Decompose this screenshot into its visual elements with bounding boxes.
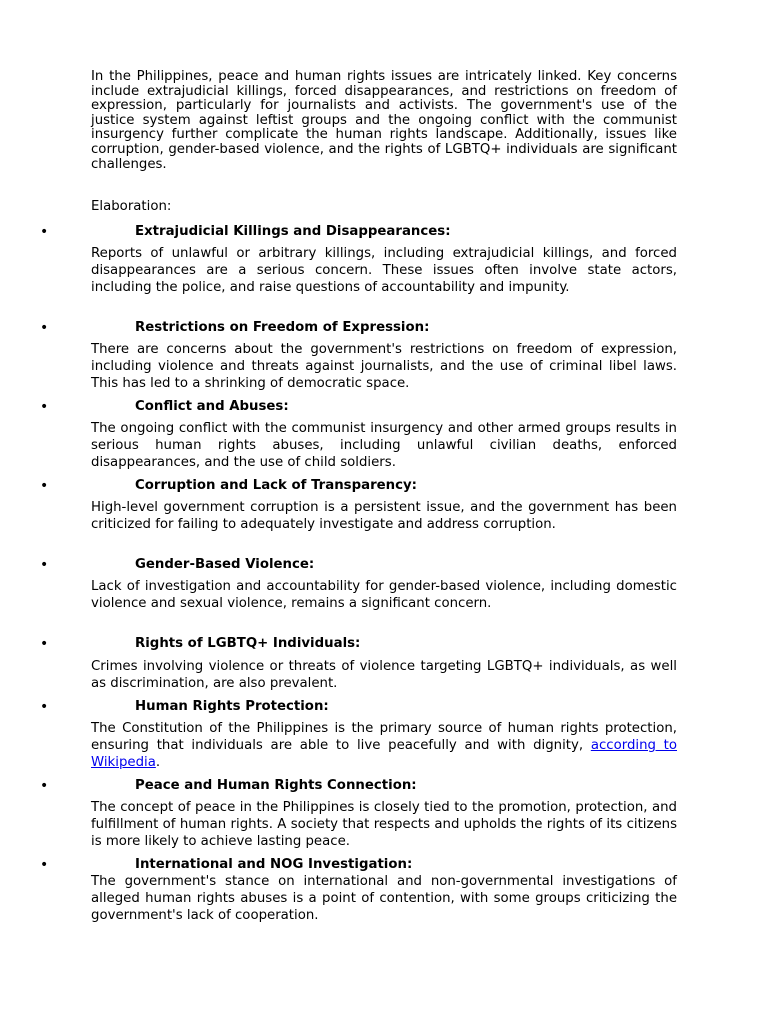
section-heading-conflict-and-abuses: Conflict and Abuses: [135, 399, 289, 414]
section-heading-peace-and-human-rights: Peace and Human Rights Connection: [135, 778, 417, 793]
section-body-human-rights-protection [91, 721, 677, 771]
section-body-corruption: High-level government corruption is a persistent issue, and the government has been criticized for failing to adequately investigate and address corruption. [91, 500, 677, 532]
intro-paragraph: In the Philippines, peace and human rights issues are intricately linked. Key concerns include extrajudicial killings, forced disappearances, and restrictions on freedom of expression, particularly for journalists and activists. The government's use of the justice system against leftist groups and the ongoing conflict with the communist insurgency further complicate the human rights landscape. Additionally, issues like corruption, gender-based violence, and the rights of LGBTQ+ individuals are significant challenges. [91, 69, 677, 172]
bullet-marker: • [40, 320, 49, 336]
bullet-marker: • [40, 478, 49, 494]
bullet-marker: • [40, 557, 49, 573]
bullet-marker: • [40, 699, 49, 715]
bullet-marker: • [40, 399, 49, 415]
section-heading-international-investigation: International and NOG Investigation: [135, 857, 413, 872]
section-body-gender-based-violence: Lack of investigation and accountability for gender-based violence, including domestic violence and sexual violence, remains a significant concern. [91, 579, 677, 611]
wikipedia-link[interactable]: according to Wikipedia [91, 737, 678, 770]
bullet-marker: • [40, 224, 49, 240]
elaboration-label: Elaboration: [91, 199, 172, 214]
section-heading-human-rights-protection: Human Rights Protection: [135, 699, 329, 714]
section-body-extrajudicial-killings: Reports of unlawful or arbitrary killings, including extrajudicial killings, and forced disappearances are a serious concern. These issues often involve state actors, including the police, and raise questions of accountability and impunity. [91, 246, 677, 295]
section-body-text: The Constitution of the Philippines is the primary source of human rights protection, ensuring that individuals are able to live peacefully and with dignity, [91, 721, 677, 753]
section-heading-freedom-of-expression: Restrictions on Freedom of Expression: [135, 320, 430, 335]
section-body-conflict-and-abuses: The ongoing conflict with the communist insurgency and other armed groups results in serious human rights abuses, including unlawful civilian deaths, enforced disappearances, and the use of child soldiers. [91, 421, 677, 470]
bullet-marker: • [40, 636, 49, 652]
section-body-freedom-of-expression: There are concerns about the government's restrictions on freedom of expression, including violence and threats against journalists, and the use of criminal libel laws. This has led to a shrinking of democratic space. [91, 342, 677, 391]
section-body-international-investigation: The government's stance on international and non-governmental investigations of alleged human rights abuses is a point of contention, with some groups criticizing the government's lack of cooperation. [91, 874, 677, 923]
section-body-peace-and-human-rights: The concept of peace in the Philippines is closely tied to the promotion, protection, and fulfillment of human rights. A society that respects and upholds the rights of its citizens is more likely to achieve lasting peace. [91, 800, 677, 849]
bullet-marker: • [40, 778, 49, 794]
section-heading-gender-based-violence: Gender-Based Violence: [135, 557, 315, 572]
section-body-suffix: . [155, 754, 161, 770]
section-heading-extrajudicial-killings: Extrajudicial Killings and Disappearances: [135, 224, 451, 239]
section-heading-corruption: Corruption and Lack of Transparency: [135, 478, 417, 493]
section-body-lgbtq-rights: Crimes involving violence or threats of violence targeting LGBTQ+ individuals, as well as discrimination, are also prevalent. [91, 659, 677, 691]
section-heading-lgbtq-rights: Rights of LGBTQ+ Individuals: [135, 636, 361, 651]
bullet-marker: • [40, 857, 49, 873]
